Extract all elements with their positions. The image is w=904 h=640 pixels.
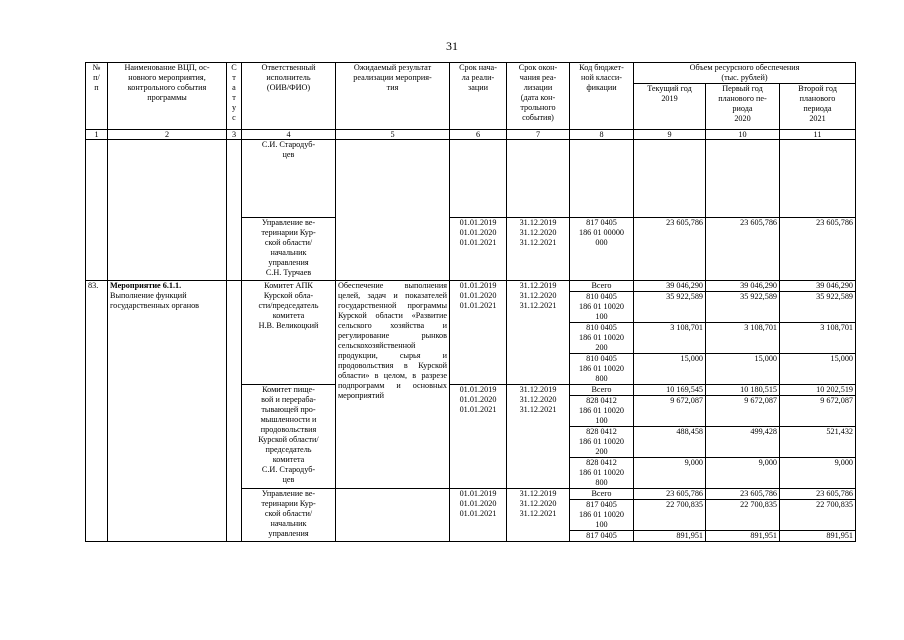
- column-number: 7: [507, 130, 570, 140]
- amount-2019-cell: 15,000: [634, 354, 706, 385]
- budget-code-cell: 817 0405 186 01 10020 100: [570, 500, 634, 531]
- header-responsible: Ответственный исполнитель (ОИВ/ФИО): [242, 63, 336, 130]
- event-title: Мероприятие 6.1.1.: [110, 281, 182, 290]
- header-2020: Первый год планового пе- риода 2020: [706, 84, 780, 130]
- column-number: 10: [706, 130, 780, 140]
- amount-2021-cell: 521,432: [780, 427, 856, 458]
- amount-2019-cell: 39 046,290: [634, 281, 706, 292]
- amount-2021-cell: 10 202,519: [780, 385, 856, 396]
- amount-2021-cell: 15,000: [780, 354, 856, 385]
- cell-empty: [227, 140, 242, 281]
- amount-2020-cell: 3 108,701: [706, 323, 780, 354]
- start-dates-cell: 01.01.2019 01.01.2020 01.01.2021: [450, 281, 507, 385]
- table-row: [86, 281, 856, 292]
- start-dates-cell: 01.01.2019 01.01.2020 01.01.2021: [450, 489, 507, 542]
- amount-2020-cell: 9,000: [706, 458, 780, 489]
- header-2019: Текущий год 2019: [634, 84, 706, 130]
- column-number: 6: [450, 130, 507, 140]
- responsible-cell: Комитет пище- вой и перераба- тывающей про- мышленности и продовольствия Курской области/ председатель комитета С.И. Стародуб- цев: [242, 385, 336, 489]
- amount-2020-cell: 15,000: [706, 354, 780, 385]
- start-dates-cell: 01.01.2019 01.01.2020 01.01.2021: [450, 218, 507, 281]
- budget-code-cell: Всего: [570, 385, 634, 396]
- end-dates-cell: 31.12.2019 31.12.2020 31.12.2021: [507, 281, 570, 385]
- amount-2020-cell: 891,951: [706, 531, 780, 542]
- header-code: Код бюджет- ной класси- фикации: [570, 63, 634, 130]
- column-number-row: [86, 130, 856, 140]
- amount-2019-cell: 22 700,835: [634, 500, 706, 531]
- column-number: 5: [336, 130, 450, 140]
- column-number: 1: [86, 130, 108, 140]
- budget-code-cell: Всего: [570, 281, 634, 292]
- row-number-cell: 83.: [86, 281, 108, 542]
- end-dates-cell: 31.12.2019 31.12.2020 31.12.2021: [507, 218, 570, 281]
- event-description: Выполнение функций государственных органов: [110, 291, 200, 310]
- header-result: Ожидаемый результат реализации мероприя- тия: [336, 63, 450, 130]
- header-start: Срок нача- ла реали- зации: [450, 63, 507, 130]
- cell-empty: [336, 489, 450, 542]
- table-row: [86, 140, 856, 218]
- cell-empty: [86, 140, 108, 281]
- budget-code-cell: 817 0405: [570, 531, 634, 542]
- column-number: 4: [242, 130, 336, 140]
- amount-2020-cell: 39 046,290: [706, 281, 780, 292]
- budget-code-cell: 828 0412 186 01 10020 800: [570, 458, 634, 489]
- cell-empty: [507, 140, 570, 218]
- responsible-cell: С.И. Стародуб- цев: [242, 140, 336, 218]
- amount-2021-cell: 9,000: [780, 458, 856, 489]
- budget-code-cell: 828 0412 186 01 10020 100: [570, 396, 634, 427]
- amount-2020-cell: 23 605,786: [706, 218, 780, 281]
- cell-empty: [634, 140, 706, 218]
- amount-2021-cell: 35 922,589: [780, 292, 856, 323]
- cell-empty: [336, 140, 450, 281]
- amount-2020-cell: 9 672,087: [706, 396, 780, 427]
- column-number: 11: [780, 130, 856, 140]
- amount-2019-cell: 9,000: [634, 458, 706, 489]
- column-number: 9: [634, 130, 706, 140]
- event-name-cell: [108, 281, 227, 542]
- amount-2021-cell: 891,951: [780, 531, 856, 542]
- budget-code-cell: 810 0405 186 01 10020 200: [570, 323, 634, 354]
- budget-code-cell: 817 0405 186 01 00000 000: [570, 218, 634, 281]
- amount-2021-cell: 39 046,290: [780, 281, 856, 292]
- amount-2021-cell: 9 672,087: [780, 396, 856, 427]
- amount-2019-cell: 891,951: [634, 531, 706, 542]
- amount-2020-cell: 35 922,589: [706, 292, 780, 323]
- start-dates-cell: 01.01.2019 01.01.2020 01.01.2021: [450, 385, 507, 489]
- budget-table: [85, 62, 856, 542]
- header-name: Наименование ВЦП, ос- новного мероприятия, контрольного события программы: [108, 63, 227, 130]
- amount-2019-cell: 10 169,545: [634, 385, 706, 396]
- column-number: 3: [227, 130, 242, 140]
- header-num: № п/ п: [86, 63, 108, 130]
- responsible-cell: Управление ве- теринарии Кур- ской области/ начальник управления С.Н. Турчаев: [242, 218, 336, 281]
- responsible-cell: Управление ве- теринарии Кур- ской области/ начальник управления: [242, 489, 336, 542]
- amount-2019-cell: 23 605,786: [634, 489, 706, 500]
- column-number: 8: [570, 130, 634, 140]
- amount-2020-cell: 10 180,515: [706, 385, 780, 396]
- amount-2019-cell: 35 922,589: [634, 292, 706, 323]
- budget-code-cell: 810 0405 186 01 10020 800: [570, 354, 634, 385]
- page-number: 31: [446, 39, 458, 53]
- amount-2019-cell: 23 605,786: [634, 218, 706, 281]
- amount-2019-cell: 488,458: [634, 427, 706, 458]
- budget-code-cell: 828 0412 186 01 10020 200: [570, 427, 634, 458]
- amount-2021-cell: 23 605,786: [780, 218, 856, 281]
- amount-2021-cell: 22 700,835: [780, 500, 856, 531]
- responsible-cell: Комитет АПК Курской обла- сти/председатель комитета Н.В. Великоцкий: [242, 281, 336, 385]
- column-number: 2: [108, 130, 227, 140]
- cell-empty: [570, 140, 634, 218]
- table-header-row: [86, 63, 856, 84]
- header-end: Срок окон- чания реа- лизации (дата кон- трольного события): [507, 63, 570, 130]
- cell-empty: [780, 140, 856, 218]
- end-dates-cell: 31.12.2019 31.12.2020 31.12.2021: [507, 489, 570, 542]
- cell-empty: [450, 140, 507, 218]
- amount-2020-cell: 22 700,835: [706, 500, 780, 531]
- amount-2020-cell: 23 605,786: [706, 489, 780, 500]
- amount-2019-cell: 3 108,701: [634, 323, 706, 354]
- header-2021: Второй год планового периода 2021: [780, 84, 856, 130]
- end-dates-cell: 31.12.2019 31.12.2020 31.12.2021: [507, 385, 570, 489]
- header-volume: Объем ресурсного обеспечения (тыс. рублей): [634, 63, 856, 84]
- budget-code-cell: 810 0405 186 01 10020 100: [570, 292, 634, 323]
- amount-2020-cell: 499,428: [706, 427, 780, 458]
- expected-result-cell: Обеспечение выполнения целей, задач и показателей государственной программы Курской области «Развитие сельского хозяйства и регулирование рынков сельскохозяйственной продукции, сырья и продовольствия в Курской области» в целом, в разрезе подпрограмм и основных мероприятий: [336, 281, 450, 489]
- cell-empty: [706, 140, 780, 218]
- amount-2019-cell: 9 672,087: [634, 396, 706, 427]
- budget-code-cell: Всего: [570, 489, 634, 500]
- status-cell: [227, 281, 242, 542]
- cell-empty: [108, 140, 227, 281]
- header-status: С т а т у с: [227, 63, 242, 130]
- amount-2021-cell: 23 605,786: [780, 489, 856, 500]
- amount-2021-cell: 3 108,701: [780, 323, 856, 354]
